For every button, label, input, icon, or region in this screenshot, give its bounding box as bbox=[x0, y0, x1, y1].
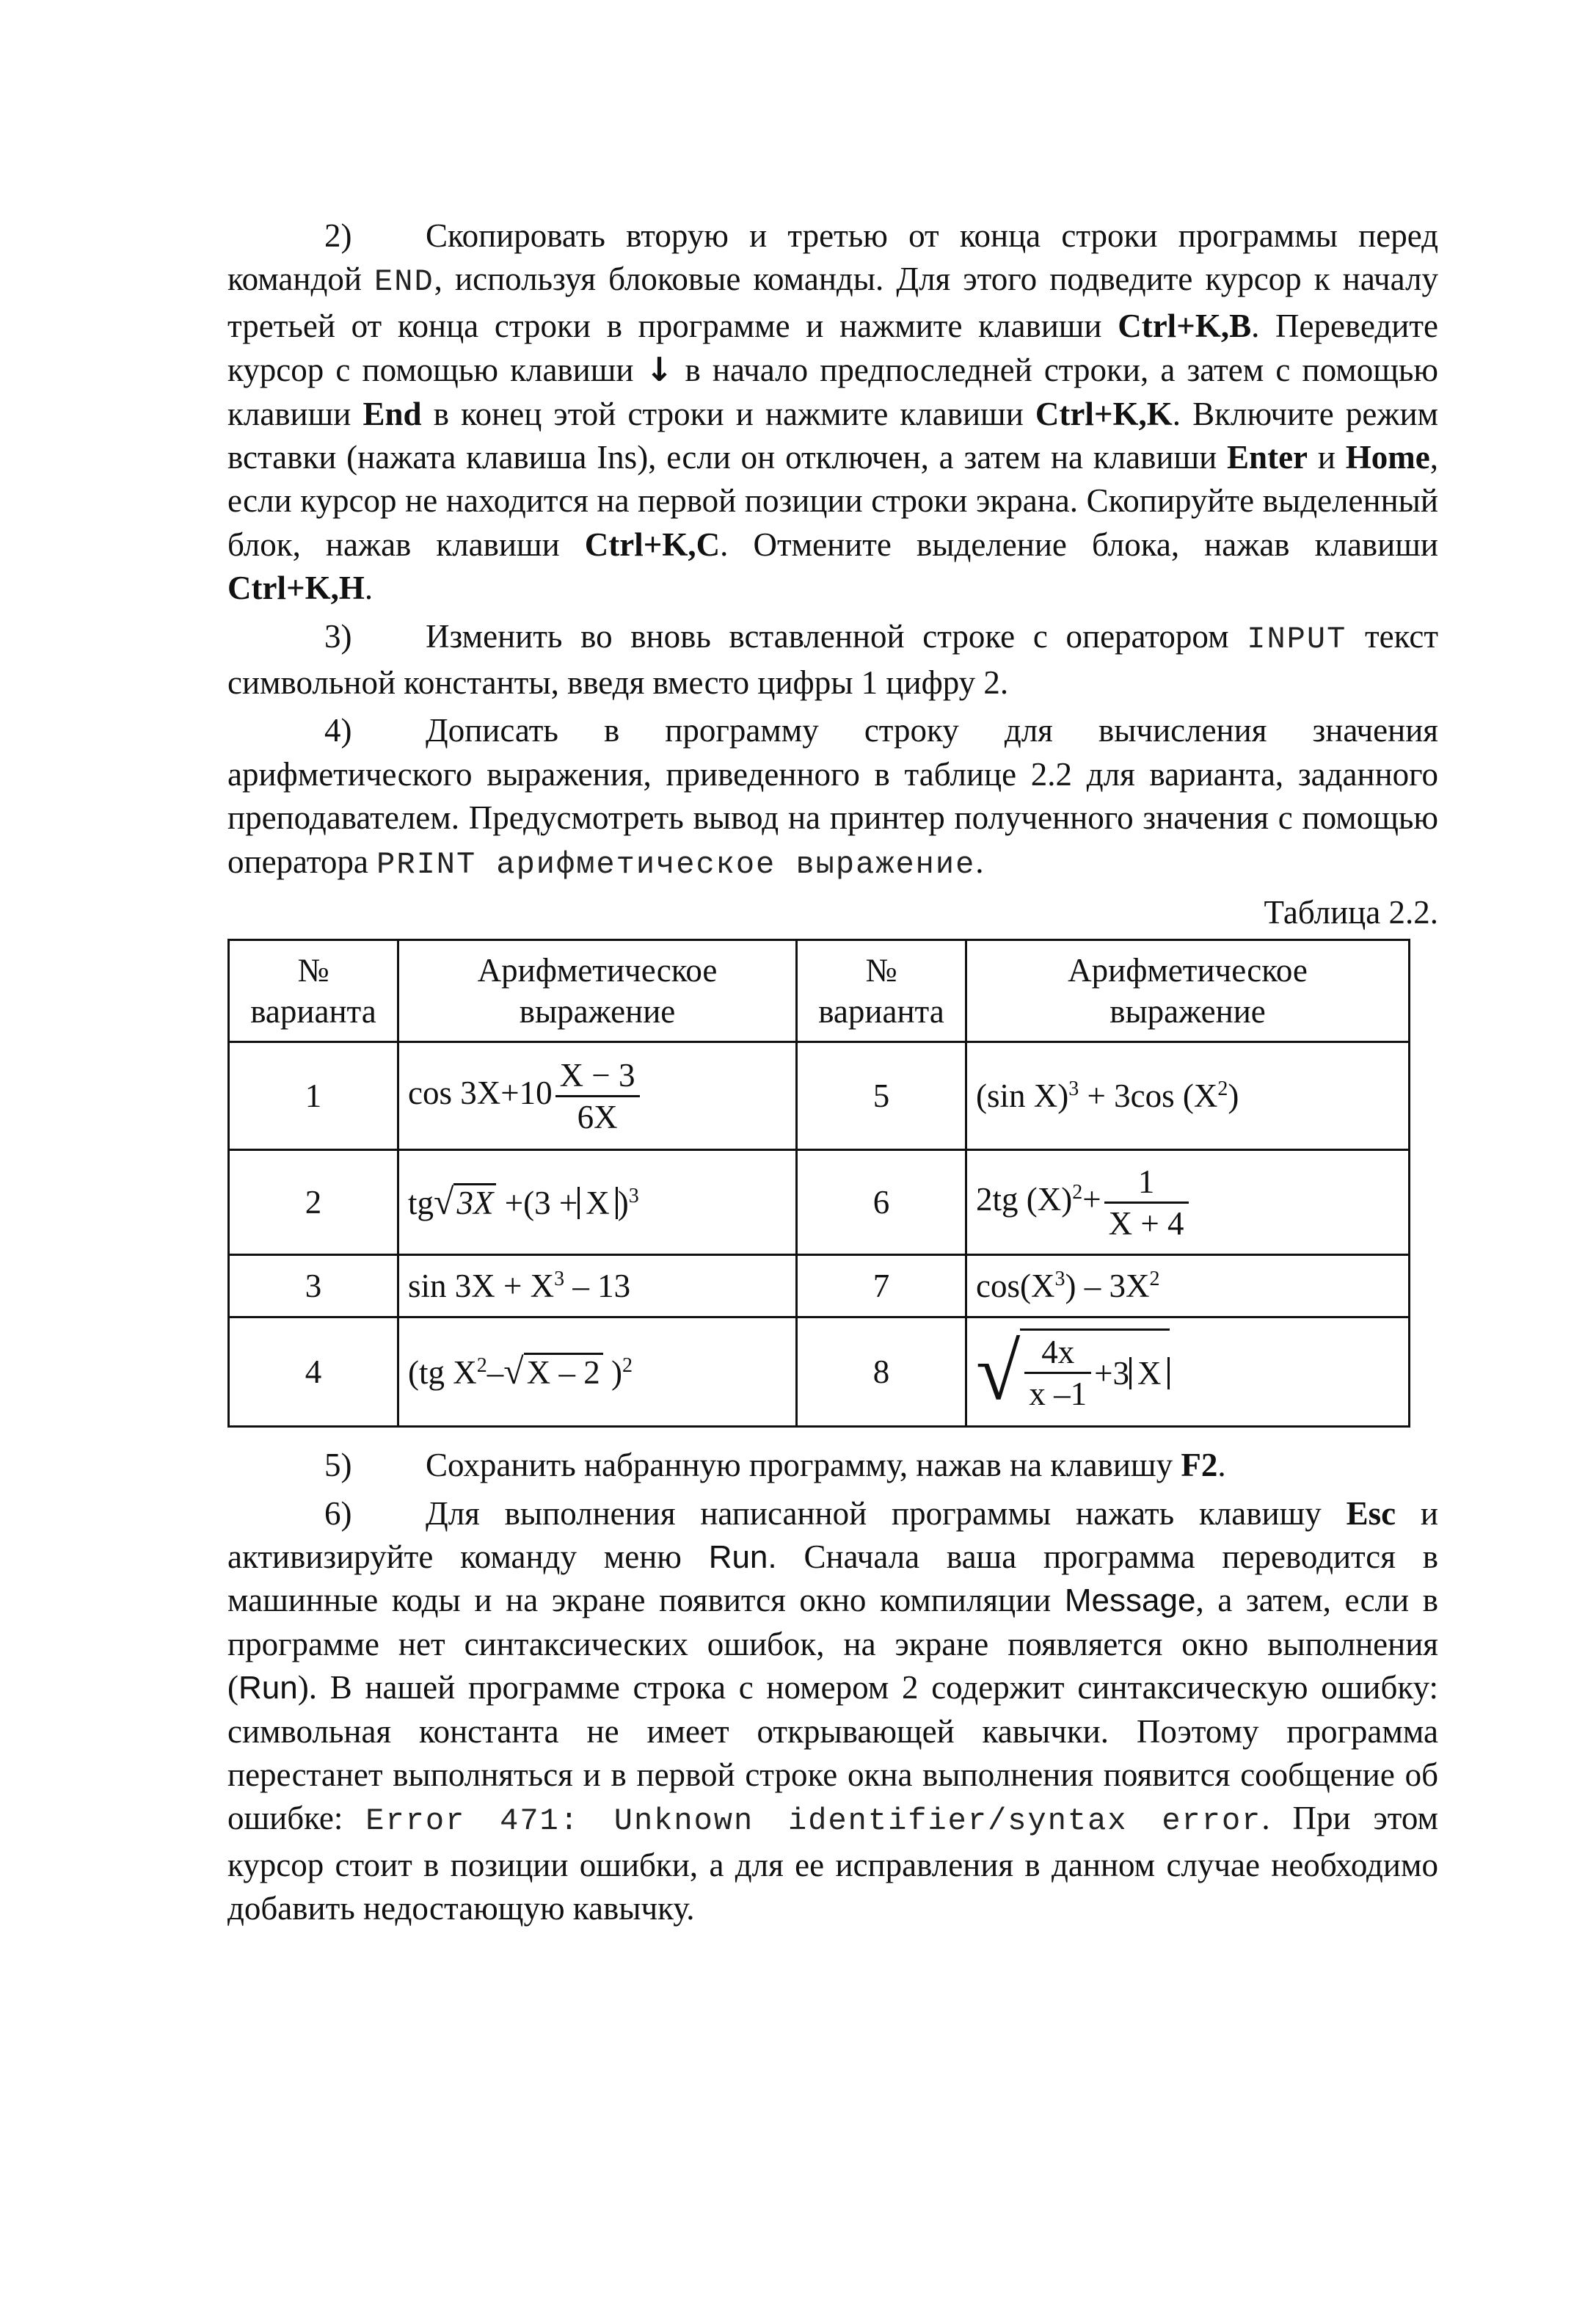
formula-2: tg√3X +(3 + X )$^3$ bbox=[398, 1150, 797, 1255]
sqrt-sign-icon: √ bbox=[503, 1351, 524, 1392]
variant-number: 8 bbox=[797, 1317, 966, 1427]
variant-number: 4 bbox=[229, 1317, 398, 1427]
key-enter: Enter bbox=[1227, 439, 1308, 476]
menu-run: Run. bbox=[708, 1538, 777, 1575]
variant-number: 7 bbox=[797, 1255, 966, 1317]
fraction: $\frac{4x}{x -1}$ bbox=[1024, 1332, 1091, 1414]
table-header-row bbox=[229, 940, 1410, 1042]
step-6-paragraph: 6) Для выполнения написанной программы нажать клавишу Esc и активизируйте команду меню Run. Сначала ваша программа переводится в машинные коды и на экране появится окно компиляции Message, а затем, если в программе нет синтаксических ошибок, на экране появляется окно выполнения (Run). В нашей программе строка с номером 2 содержит синтаксическую ошибку: символьная константа не имеет открывающей кавычки. Поэтому программа перестанет выполняться и в первой строке окна выполнения появится сообщение об ошибке: Error 471: Unknown identifier/syntax error. При этом курсор стоит в позиции ошибки, а для ее исправления в данном случае необходимо добавить недостающую кавычку. bbox=[227, 1492, 1438, 1931]
step-number: 6) bbox=[324, 1494, 352, 1532]
step-number: 2) bbox=[324, 217, 352, 254]
window-message: Message bbox=[1064, 1582, 1196, 1619]
header-variant-right: № варианта bbox=[797, 940, 966, 1042]
variant-number: 1 bbox=[229, 1042, 398, 1150]
step-number: 3) bbox=[324, 617, 352, 655]
formula-8: √ $\frac{4x}{x -1}$ +3 X bbox=[966, 1317, 1410, 1427]
key-ctrl-k-c: Ctrl+K,C bbox=[584, 526, 721, 563]
header-variant-left: № варианта bbox=[229, 940, 398, 1042]
document-page bbox=[227, 214, 1438, 1935]
table-row bbox=[229, 1042, 1410, 1150]
sqrt-sign-icon: √ bbox=[976, 1327, 1021, 1417]
key-ctrl-k-h: Ctrl+K,H bbox=[227, 570, 365, 607]
fraction: $\frac{X - 3}{6X}$ bbox=[555, 1055, 640, 1137]
fraction: $\frac{1}{X + 4}$ bbox=[1104, 1162, 1189, 1243]
sqrt-sign-icon: √ bbox=[434, 1181, 454, 1223]
step-number: 5) bbox=[324, 1447, 352, 1484]
table-row bbox=[229, 1255, 1410, 1317]
variant-number: 6 bbox=[797, 1150, 966, 1255]
key-end: End bbox=[362, 395, 422, 432]
step-5-paragraph: 5) Сохранить набранную программу, нажав на клавишу F2. bbox=[227, 1444, 1438, 1487]
step-2-paragraph: 2) Скопировать вторую и третью от конца строки программы перед командой END, используя блоковые команды. Для этого подведите курсор к началу третьей от конца строки в программе и нажмите клавиши Ctrl+K,B. Переведите курсор с помощью клавиши ↓ в начало предпоследней строки, а затем с помощью клавиши End в конец этой строки и нажмите клавиши Ctrl+K,K. Включите режим вставки (нажата клавиша Ins), если он отключен, а затем на клавиши Enter и Home, если курсор не находится на первой позиции строки экрана. Скопируйте выделенный блок, нажав клавиши Ctrl+K,C. Отмените выделение блока, нажав клавиши Ctrl+K,H. bbox=[227, 214, 1438, 611]
code-end: END bbox=[374, 264, 434, 300]
formula-6: 2tg $(X)^2+$ $\frac{1}{X + 4}$ bbox=[966, 1150, 1410, 1255]
header-expression-left: Арифметическое выражение bbox=[398, 940, 797, 1042]
header-expression-right: Арифметическое выражение bbox=[966, 940, 1410, 1042]
absolute-value: X bbox=[1129, 1357, 1170, 1389]
step-4-paragraph: 4) Дописать в программу строку для вычисления значения арифметического выражения, приведенного в таблице 2.2 для варианта, заданного преподавателем. Предусмотреть вывод на принтер полученного значения с помощью оператора PRINT арифметическое выражение. bbox=[227, 709, 1438, 887]
formula-4: (tg $X^2-√X - 2$ )$^2$ bbox=[398, 1317, 797, 1427]
code-input: INPUT bbox=[1247, 621, 1347, 657]
arrow-down-icon: ↓ bbox=[645, 350, 674, 390]
step-number: 4) bbox=[324, 712, 352, 749]
key-home: Home bbox=[1345, 439, 1430, 476]
variant-number: 5 bbox=[797, 1042, 966, 1150]
table-row bbox=[229, 1317, 1410, 1427]
table-row bbox=[229, 1150, 1410, 1255]
code-print: PRINT арифметическое выражение bbox=[376, 846, 976, 882]
key-ctrl-k-b: Ctrl+K,B bbox=[1118, 307, 1252, 344]
window-run: Run bbox=[238, 1670, 298, 1706]
step-3-paragraph: 3) Изменить во вновь вставленной строке с оператором INPUT текст символьной константы, введя вместо цифры 1 цифру 2. bbox=[227, 615, 1438, 705]
formula-3: $\sin 3X + X^3 - 13$ bbox=[398, 1255, 797, 1317]
variant-number: 3 bbox=[229, 1255, 398, 1317]
table-caption: Таблица 2.2. bbox=[1264, 894, 1438, 931]
formula-1: cos 3X+10 $\frac{X - 3}{6X}$ bbox=[398, 1042, 797, 1150]
variants-table bbox=[227, 939, 1410, 1428]
key-esc: Esc bbox=[1346, 1494, 1396, 1532]
formula-7: $\cos(X^3) - 3X^2$ bbox=[966, 1255, 1410, 1317]
formula-5: (sin X)$^3$ + 3cos $(X^2)$ bbox=[966, 1042, 1410, 1150]
key-ctrl-k-k: Ctrl+K,K bbox=[1035, 395, 1173, 432]
absolute-value: X bbox=[577, 1187, 618, 1219]
variant-number: 2 bbox=[229, 1150, 398, 1255]
error-message: Error 471: Unknown identifier/syntax error bbox=[365, 1803, 1262, 1839]
key-f2: F2 bbox=[1181, 1447, 1218, 1484]
